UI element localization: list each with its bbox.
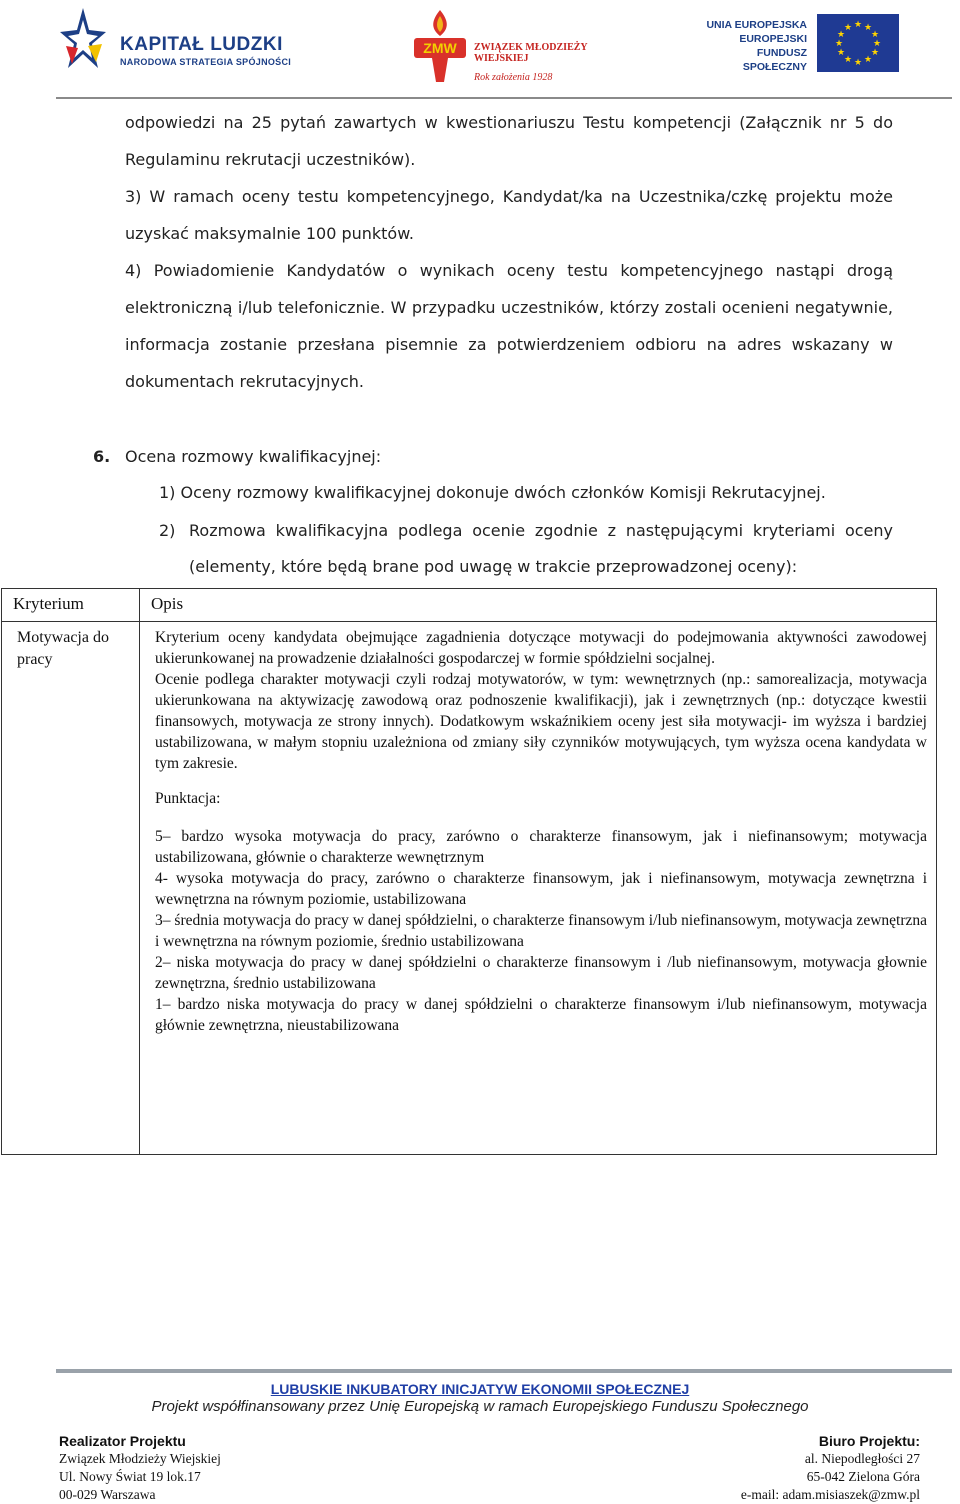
svg-text:★: ★ bbox=[836, 30, 846, 40]
paragraph-2: 3) W ramach oceny testu kompetencyjnego, Kandydat/ka na Uczestnika/czkę projektu może uzyskać maksymalnie 100 punktów. bbox=[125, 187, 893, 243]
eu-logo bbox=[697, 14, 907, 74]
score-2: 2– niska motywacja do pracy w danej spółdzielni o charakterze finansowym i /lub niefinansowym, motywacja głownie zewnętrzna, średnio ustabilizowana bbox=[155, 954, 927, 992]
table-cell-description bbox=[155, 627, 927, 1036]
list-item-2 bbox=[159, 513, 893, 585]
svg-text:★: ★ bbox=[853, 58, 863, 68]
kapital-ludzki-logo bbox=[58, 6, 298, 76]
footer-office-title: Biuro Projektu: bbox=[818, 1433, 920, 1449]
kapital-ludzki-subtitle: NARODOWA STRATEGIA SPÓJNOŚCI bbox=[120, 57, 292, 67]
table-header-description: Opis bbox=[151, 594, 184, 613]
score-3: 3– średnia motywacja do pracy w danej spółdzielni, o charakterze finansowym i/lub niefinansowym, motywacja zewnętrzna i wewnętrzna na równym poziomie, średnio ustabilizowana bbox=[155, 912, 927, 950]
table-column-divider bbox=[139, 589, 140, 1154]
svg-text:★: ★ bbox=[870, 48, 880, 58]
kapital-ludzki-name: KAPITAŁ LUDZKI bbox=[120, 34, 283, 55]
footer-office bbox=[741, 1432, 920, 1504]
section-6-number: 6. bbox=[93, 447, 111, 466]
table-header-divider bbox=[2, 621, 936, 622]
footer-implementer-line1: Związek Młodzieży Wiejskiej bbox=[59, 1451, 221, 1466]
section-6-heading bbox=[93, 440, 381, 474]
header-divider bbox=[56, 97, 952, 99]
list-item-2-text: Rozmowa kwalifikacyjna podlega ocenie zgodnie z następującymi kryteriami oceny (elementy, które będą brane pod uwagę w trakcie przeprowadzonej oceny): bbox=[189, 521, 893, 576]
footer-divider bbox=[56, 1369, 952, 1373]
svg-text:★: ★ bbox=[843, 55, 853, 65]
score-5: 5– bardzo wysoka motywacja do pracy, zarówno o charakterze finansowym, jak i niefinansowym; motywacja ustabilizowana, głównie o charakterze wewnętrznym bbox=[155, 828, 927, 866]
svg-text:★: ★ bbox=[863, 23, 873, 33]
score-1: 1– bardzo niska motywacja do pracy w danej spółdzielni o charakterze finansowym i/lub niefinansowym, motywacja głównie zewnętrzna, nieustabilizowana bbox=[155, 996, 927, 1034]
kapital-ludzki-star-icon bbox=[58, 6, 108, 76]
list-item-2-label: 2) bbox=[159, 521, 176, 540]
footer-office-line1: al. Niepodległości 27 bbox=[804, 1451, 920, 1466]
scoring-title: Punktacja: bbox=[155, 790, 221, 807]
description-intro: Kryterium oceny kandydata obejmujące zagadnienia dotyczące motywacji do podejmowania aktywności zawodowej ukierunkowanej na prowadzenie działalności gospodarczej w formie spółdzielni socjalnej. bbox=[155, 629, 927, 667]
svg-text:★: ★ bbox=[843, 23, 853, 33]
footer-implementer-line2: Ul. Nowy Świat 19 lok.17 bbox=[59, 1469, 201, 1484]
criteria-table bbox=[1, 588, 937, 1155]
zmw-logo bbox=[410, 8, 590, 84]
footer-implementer bbox=[59, 1432, 221, 1504]
eu-flag-icon bbox=[817, 14, 899, 72]
score-4: 4- wysoka motywacja do pracy, zarówno o charakterze finansowym, jak i niefinansowym, motywacja zewnętrzna i wewnętrzna na równym poziomie, ustabilizowana bbox=[155, 870, 927, 908]
zmw-name: ZWIĄZEK MŁODZIEŻY WIEJSKIEJ bbox=[474, 42, 588, 64]
table-header-criterion: Kryterium bbox=[13, 594, 84, 613]
eu-line2: EUROPEJSKI bbox=[739, 33, 807, 45]
svg-text:★: ★ bbox=[836, 48, 846, 58]
footer-office-email[interactable]: e-mail: adam.misiaszek@zmw.pl bbox=[740, 1487, 920, 1502]
svg-text:★: ★ bbox=[863, 55, 873, 65]
eu-line3: FUNDUSZ SPOŁECZNY bbox=[742, 47, 807, 73]
svg-text:★: ★ bbox=[834, 39, 844, 49]
zmw-badge: ZMW bbox=[423, 40, 457, 56]
zmw-year: Rok założenia 1928 bbox=[474, 72, 553, 83]
footer-implementer-title: Realizator Projektu bbox=[59, 1433, 186, 1449]
eu-text bbox=[697, 18, 807, 74]
svg-text:★: ★ bbox=[870, 30, 880, 40]
page-header bbox=[0, 0, 960, 100]
svg-text:★: ★ bbox=[853, 20, 863, 30]
zmw-torch-icon bbox=[410, 8, 470, 84]
footer-project-name: LUBUSKIE INKUBATORY INICJATYW EKONOMII SPOŁECZNEJ bbox=[270, 1381, 690, 1397]
svg-text:★: ★ bbox=[872, 39, 882, 49]
list-item-1: 1) Oceny rozmowy kwalifikacyjnej dokonuje dwóch członków Komisji Rekrutacyjnej. bbox=[159, 483, 826, 502]
description-motivation: Ocenie podlega charakter motywacji czyli rodzaj motywatorów, w tym: wewnętrznych (np.: samorealizacja, motywacja ukierunkowana na aktywizację zawodową oraz podnoszenie kwalifikacji), jak i zewnętrznych (np.: dotyczące kwestii finansowych, motywacja ze strony innych). Dodatkowym wskaźnikiem oceny jest siła motywacji- im wyższa i bardziej ustabilizowana, w małym stopniu uzależniona od zmiany siły czynników motywujących, tym wyższa ocena kandydata w tym zakresie. bbox=[155, 671, 927, 772]
footer-cofinance: Projekt współfinansowany przez Unię Europejską w ramach Europejskiego Funduszu Społecznego bbox=[151, 1398, 809, 1415]
section-6-title: Ocena rozmowy kwalifikacyjnej: bbox=[125, 447, 382, 466]
eu-line1: UNIA EUROPEJSKA bbox=[706, 19, 807, 31]
footer-office-line2: 65-042 Zielona Góra bbox=[806, 1469, 920, 1484]
paragraph-1: odpowiedzi na 25 pytań zawartych w kwestionariuszu Testu kompetencji (Załącznik nr 5 do Regulaminu rekrutacji uczestników). bbox=[125, 113, 893, 169]
table-cell-criterion: Motywacja do pracy bbox=[17, 629, 109, 668]
paragraph-3: 4) Powiadomienie Kandydatów o wynikach oceny testu kompetencyjnego nastąpi drogą elektroniczną i/lub telefonicznie. W przypadku uczestników, którzy zostali ocenieni negatywnie, informacja zostanie przesłana pisemnie za potwierdzeniem odbioru na adres wskazany w dokumentach rekrutacyjnych. bbox=[125, 261, 893, 391]
footer-implementer-line3: 00-029 Warszawa bbox=[59, 1487, 156, 1502]
